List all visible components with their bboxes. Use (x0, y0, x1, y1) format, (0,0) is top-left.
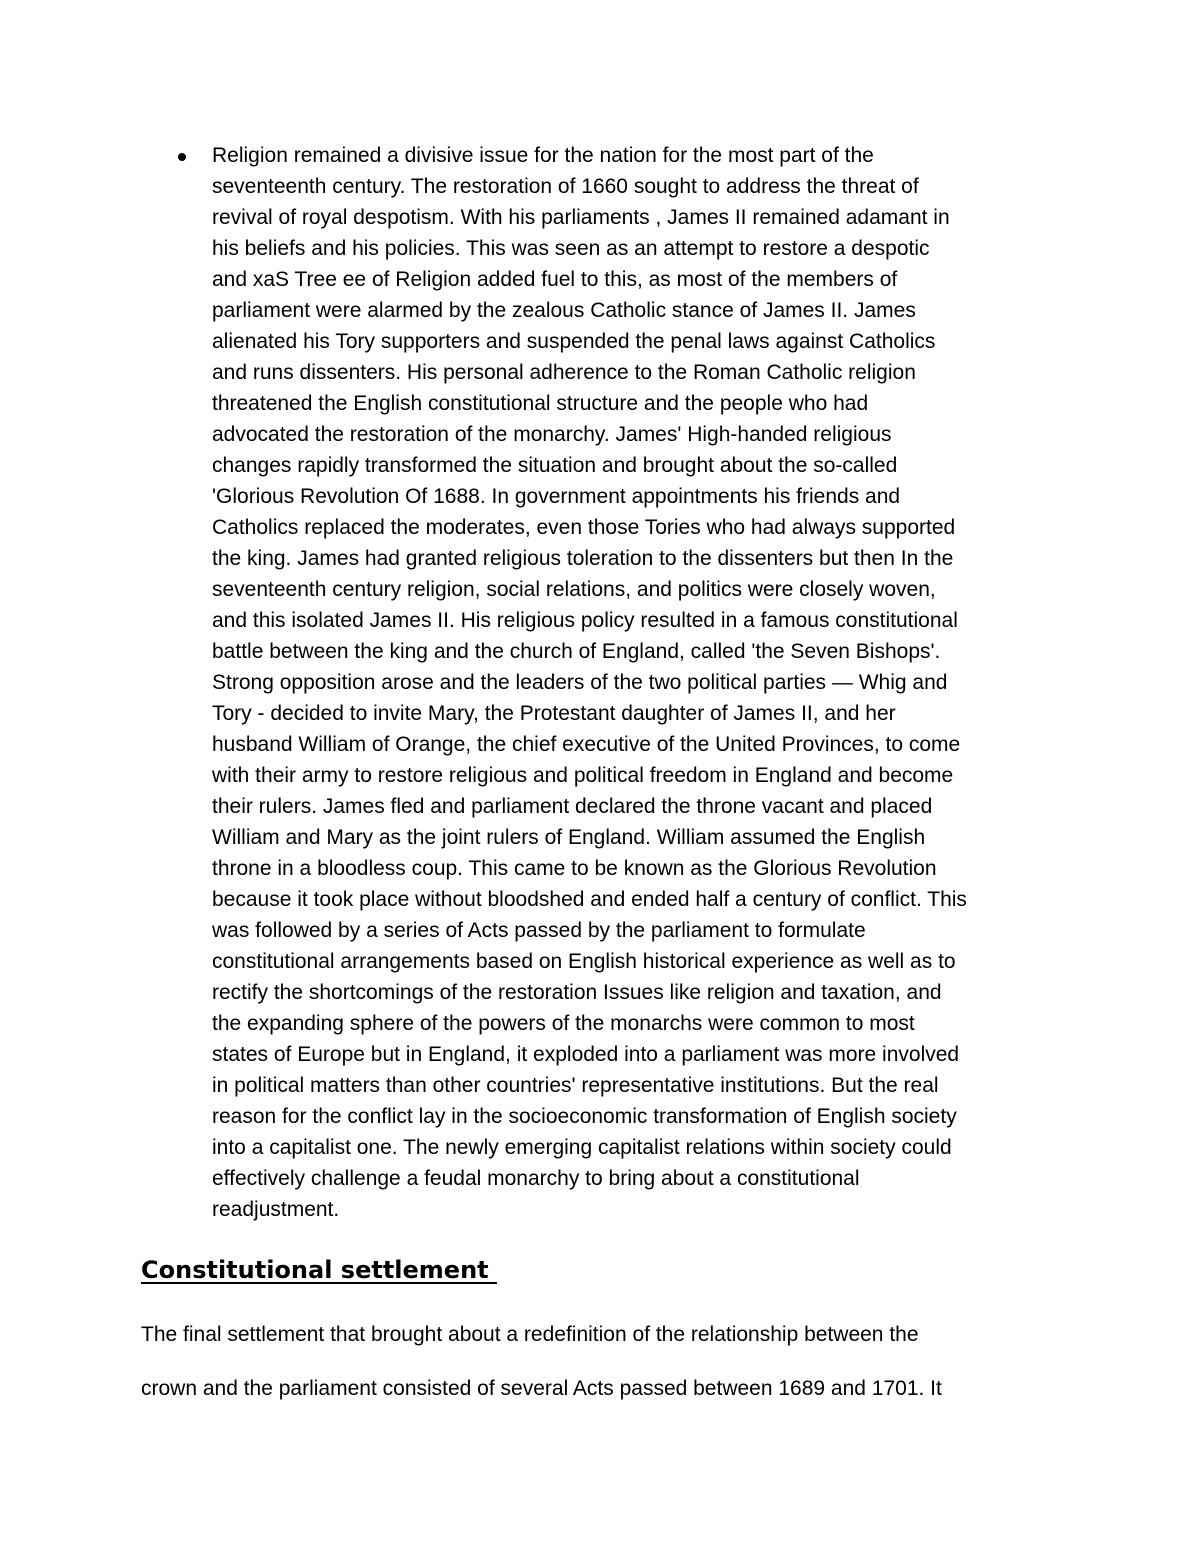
text-line: because it took place without bloodshed and ended half a century of conflict. This (212, 888, 967, 911)
body-paragraph (141, 1308, 942, 1416)
text-line: husband William of Orange, the chief executive of the United Provinces, to come (212, 733, 961, 756)
text-line: changes rapidly transformed the situation and brought about the so-called (212, 454, 898, 477)
text-line: revival of royal despotism. With his parliaments , James II remained adamant in (212, 206, 950, 229)
text-line: Catholics replaced the moderates, even those Tories who had always supported (212, 516, 956, 539)
text-line: reason for the conflict lay in the socioeconomic transformation of English society (212, 1105, 957, 1128)
text-line: constitutional arrangements based on English historical experience as well as to (212, 950, 956, 973)
text-line: advocated the restoration of the monarchy. James' High-handed religious (212, 423, 892, 446)
text-line: effectively challenge a feudal monarchy to bring about a constitutional (212, 1167, 860, 1190)
text-line: Strong opposition arose and the leaders of the two political parties — Whig and (212, 671, 948, 694)
text-line: his beliefs and his policies. This was seen as an attempt to restore a despotic (212, 237, 930, 260)
text-line: in political matters than other countries' representative institutions. But the real (212, 1074, 939, 1097)
text-line: rectify the shortcomings of the restoration Issues like religion and taxation, and (212, 981, 942, 1004)
text-line: Religion remained a divisive issue for the nation for the most part of the (212, 144, 874, 167)
text-line: the expanding sphere of the powers of the monarchs were common to most (212, 1012, 915, 1035)
text-line: the king. James had granted religious toleration to the dissenters but then In the (212, 547, 954, 570)
text-line: readjustment. (212, 1198, 340, 1221)
text-line: The final settlement that brought about a redefinition of the relationship between the (141, 1323, 919, 1346)
text-line: threatened the English constitutional structure and the people who had (212, 392, 869, 415)
text-line: states of Europe but in England, it exploded into a parliament was more involved (212, 1043, 960, 1066)
text-line: with their army to restore religious and political freedom in England and become (212, 764, 954, 787)
text-line: and xaS Tree ee of Religion added fuel to this, as most of the members of (212, 268, 898, 291)
text-line: seventeenth century religion, social relations, and politics were closely woven, (212, 578, 936, 601)
text-line: battle between the king and the church of England, called 'the Seven Bishops'. (212, 640, 941, 663)
text-line: and this isolated James II. His religious policy resulted in a famous constitutional (212, 609, 958, 632)
text-line: was followed by a series of Acts passed by the parliament to formulate (212, 919, 866, 942)
bullet-paragraph (212, 140, 967, 1225)
text-line: 'Glorious Revolution Of 1688. In government appointments his friends and (212, 485, 901, 508)
text-line: their rulers. James fled and parliament declared the throne vacant and placed (212, 795, 933, 818)
text-line: William and Mary as the joint rulers of England. William assumed the English (212, 826, 926, 849)
text-line: seventeenth century. The restoration of 1660 sought to address the threat of (212, 175, 919, 198)
text-line: crown and the parliament consisted of several Acts passed between 1689 and 1701. It (141, 1377, 942, 1400)
text-line: Tory - decided to invite Mary, the Protestant daughter of James II, and her (212, 702, 896, 725)
section-heading: Constitutional settlement (141, 1256, 497, 1284)
text-line: throne in a bloodless coup. This came to be known as the Glorious Revolution (212, 857, 937, 880)
text-line: parliament were alarmed by the zealous Catholic stance of James II. James (212, 299, 916, 322)
text-line: into a capitalist one. The newly emerging capitalist relations within society could (212, 1136, 952, 1159)
bullet-dot-icon (178, 153, 186, 161)
text-line: alienated his Tory supporters and suspended the penal laws against Catholics (212, 330, 936, 353)
text-line: and runs dissenters. His personal adherence to the Roman Catholic religion (212, 361, 916, 384)
